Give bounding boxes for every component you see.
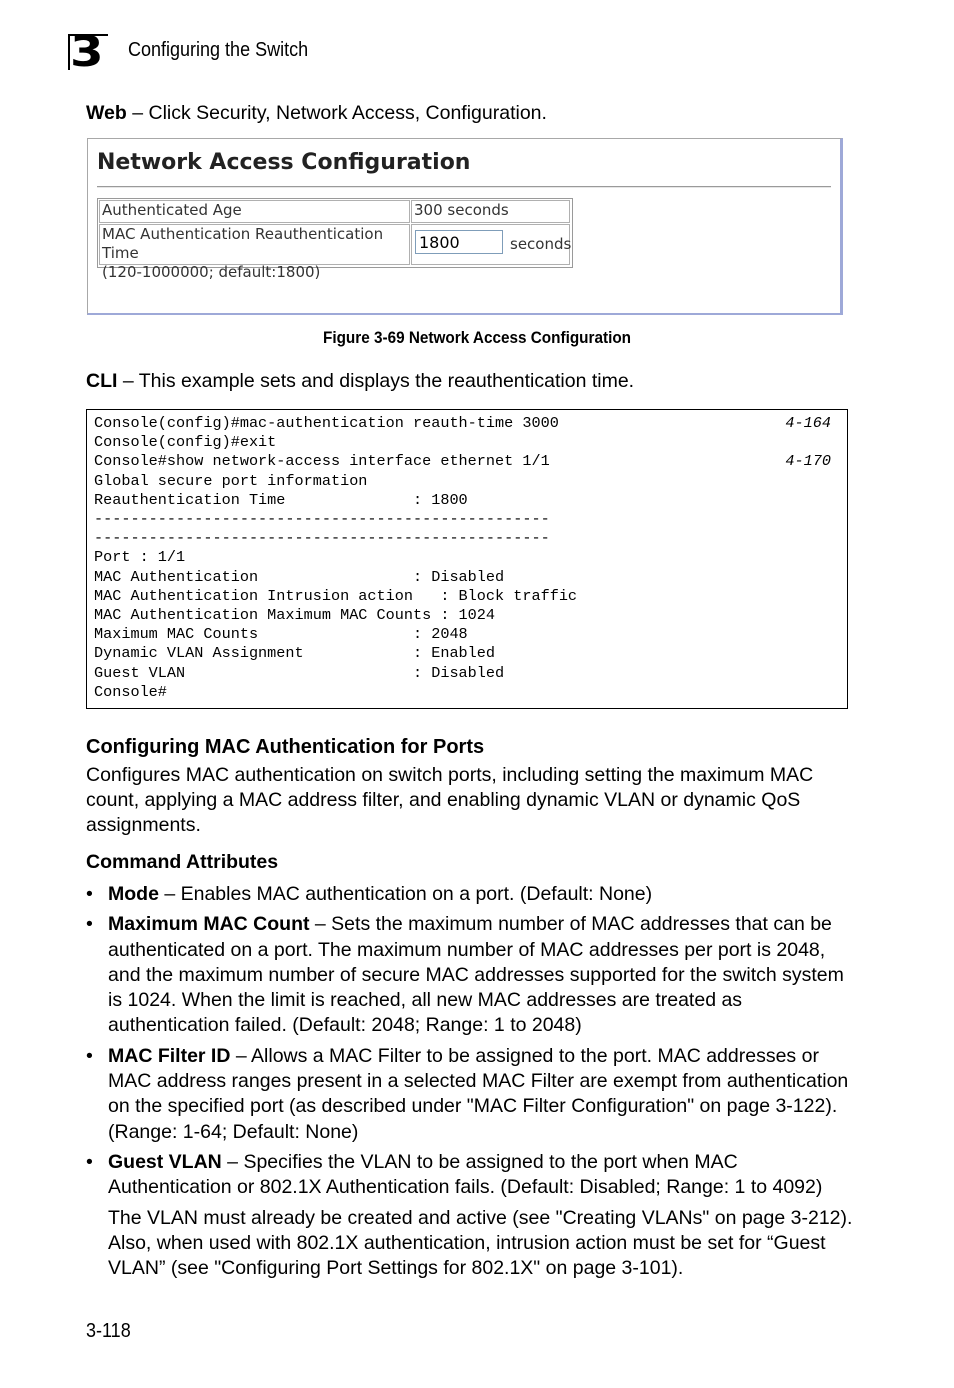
list-item <box>86 1150 856 1201</box>
attribute-term: MAC Filter ID <box>108 1044 231 1067</box>
authenticated-age-value: 300 seconds <box>411 200 570 223</box>
attribute-desc: – Allows a MAC Filter to be assigned to the port. MAC addresses or MAC address ranges present in a selected MAC Filter are exempt from authentication on the specified port (as described under "MAC Filter Configuration" on page 3-122). (Range: 1-64; Default: None) <box>108 1044 849 1143</box>
section-body <box>86 735 856 1281</box>
cli-reference-1: 4-164 <box>785 414 831 432</box>
cli-instruction <box>86 369 634 394</box>
attribute-list <box>86 882 856 1201</box>
list-item <box>86 882 856 907</box>
web-instruction <box>86 101 547 126</box>
chapter-number: 3 <box>70 27 103 76</box>
section-heading: Configuring MAC Authentication for Ports <box>86 736 485 758</box>
network-access-config-panel <box>87 138 843 315</box>
attribute-term: Guest VLAN <box>108 1150 222 1173</box>
reauth-time-label <box>99 224 410 281</box>
cli-instruction-text: – This example sets and displays the reauthentication time. <box>117 370 635 392</box>
list-item <box>86 1044 856 1145</box>
attribute-desc: – Enables MAC authentication on a port. (Default: None) <box>158 883 653 905</box>
cli-example-box <box>86 409 848 709</box>
cli-reference-2: 4-170 <box>785 452 831 471</box>
reauth-time-input[interactable] <box>415 230 503 254</box>
chapter-title: Configuring the Switch <box>128 39 309 61</box>
reauth-time-unit: seconds <box>510 235 572 253</box>
section-intro: Configures MAC authentication on switch ports, including setting the maximum MAC count, applying a MAC address filter, and enabling dynamic VLAN or dynamic QoS assignments. <box>86 764 814 836</box>
title-divider <box>97 186 831 188</box>
authenticated-age-label: Authenticated Age <box>99 200 410 223</box>
reauth-time-value-cell <box>411 224 570 265</box>
attribute-term: Maximum MAC Count <box>108 913 310 936</box>
panel-title: Network Access Configuration <box>97 150 471 175</box>
web-label: Web <box>86 102 127 124</box>
cli-label: CLI <box>86 370 118 392</box>
attribute-desc: – Specifies the VLAN to be assigned to the port when MAC Authentication or 802.1X Authentication fails. (Default: Disabled; Range: 1 to 4092) <box>108 1150 823 1199</box>
list-item <box>86 912 856 1038</box>
attribute-desc: – Sets the maximum number of MAC addresses that can be authenticated on a port. The maximum number of MAC addresses per port is 2048, and the maximum number of secure MAC addresses supported for the switch system is 1024. When the limit is reached, all new MAC addresses are treated as authentication failed. (Default: 2048; Range: 1 to 2048) <box>108 913 844 1037</box>
command-attributes-heading: Command Attributes <box>86 851 279 873</box>
reauth-time-label-line2: (120-1000000; default:1800) <box>102 263 321 281</box>
web-instruction-text: – Click Security, Network Access, Configuration. <box>126 102 547 124</box>
settings-table <box>97 198 573 281</box>
figure-caption: Figure 3-69 Network Access Configuration <box>322 328 632 347</box>
page-number: 3-118 <box>86 1320 131 1342</box>
attribute-term: Mode <box>108 883 159 905</box>
reauth-time-label-line1: MAC Authentication Reauthentication Time <box>102 225 384 262</box>
guest-vlan-note: The VLAN must already be created and active (see "Creating VLANs" on page 3-212). Also, when used with 802.1X authentication, intrusion action must be set for “Guest VLAN” (see "Configuring Port Settings for 802.1X" on page 3-101). <box>108 1206 853 1280</box>
cli-output: Console(config)#mac-authentication reauth-time 3000 Console(config)#exit Console#show network-access interface ethernet 1/1 Global secure port information Reauthentication Time : 1800 -------------------------------------------------- -------------------------------------------------- Port : 1/1 MAC Authentication : Disabled MAC Authentication Intrusion action : Block traffic MAC Authentication Maximum MAC Counts : 1024 Maximum MAC Counts : 2048 Dynamic VLAN Assignment : Enabled Guest VLAN : Disabled Console# <box>94 414 578 701</box>
